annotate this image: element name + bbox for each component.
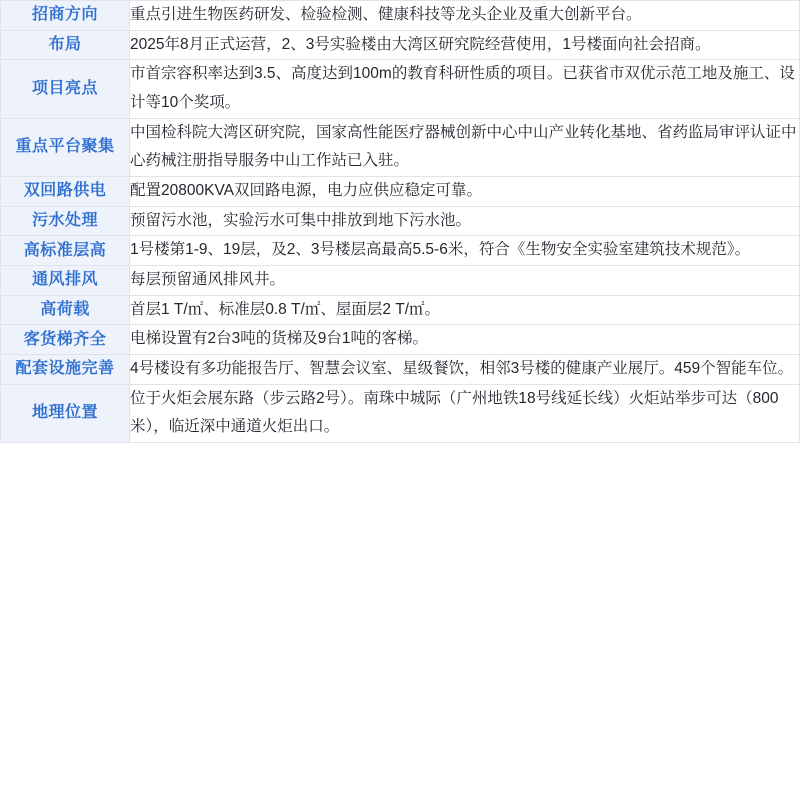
row-value: 中国检科院大湾区研究院，国家高性能医疗器械创新中心中山产业转化基地、省药监局审评认证中心药械注册指导服务中山工作站已入驻。: [130, 118, 800, 176]
row-label: 双回路供电: [1, 177, 130, 207]
table-row: [1, 236, 800, 266]
row-value: 4号楼设有多功能报告厅、智慧会议室、星级餐饮，相邻3号楼的健康产业展厅。459个智能车位。: [130, 355, 800, 385]
table-row: [1, 30, 800, 60]
row-label: 高标准层高: [1, 236, 130, 266]
row-value: 1号楼第1-9、19层，及2、3号楼层高最高5.5-6米，符合《生物安全实验室建筑技术规范》。: [130, 236, 800, 266]
row-label: 通风排风: [1, 266, 130, 296]
table-row: [1, 206, 800, 236]
row-label: 重点平台聚集: [1, 118, 130, 176]
row-value: 配置20800KVA双回路电源，电力应供应稳定可靠。: [130, 177, 800, 207]
row-label: 招商方向: [1, 1, 130, 31]
table-row: [1, 266, 800, 296]
row-value: 首层1 T/㎡、标准层0.8 T/㎡、屋面层2 T/㎡。: [130, 295, 800, 325]
row-label: 污水处理: [1, 206, 130, 236]
table-row: [1, 355, 800, 385]
table-row: [1, 60, 800, 118]
table-row: [1, 295, 800, 325]
row-label: 地理位置: [1, 384, 130, 442]
row-label: 配套设施完善: [1, 355, 130, 385]
table-row: [1, 384, 800, 442]
row-value: 电梯设置有2台3吨的货梯及9台1吨的客梯。: [130, 325, 800, 355]
table-body: [1, 1, 800, 443]
row-value: 位于火炬会展东路（步云路2号）。南珠中城际（广州地铁18号线延长线）火炬站举步可达（800米），临近深中通道火炬出口。: [130, 384, 800, 442]
row-value: 2025年8月正式运营，2、3号实验楼由大湾区研究院经营使用，1号楼面向社会招商。: [130, 30, 800, 60]
table-row: [1, 1, 800, 31]
table-row: [1, 325, 800, 355]
table-row: [1, 177, 800, 207]
table-row: [1, 118, 800, 176]
row-label: 高荷载: [1, 295, 130, 325]
row-label: 客货梯齐全: [1, 325, 130, 355]
row-label: 项目亮点: [1, 60, 130, 118]
row-value: 每层预留通风排风井。: [130, 266, 800, 296]
row-value: 重点引进生物医药研发、检验检测、健康科技等龙头企业及重大创新平台。: [130, 1, 800, 31]
row-label: 布局: [1, 30, 130, 60]
row-value: 预留污水池，实验污水可集中排放到地下污水池。: [130, 206, 800, 236]
row-value: 市首宗容积率达到3.5、高度达到100m的教育科研性质的项目。已获省市双优示范工地及施工、设计等10个奖项。: [130, 60, 800, 118]
